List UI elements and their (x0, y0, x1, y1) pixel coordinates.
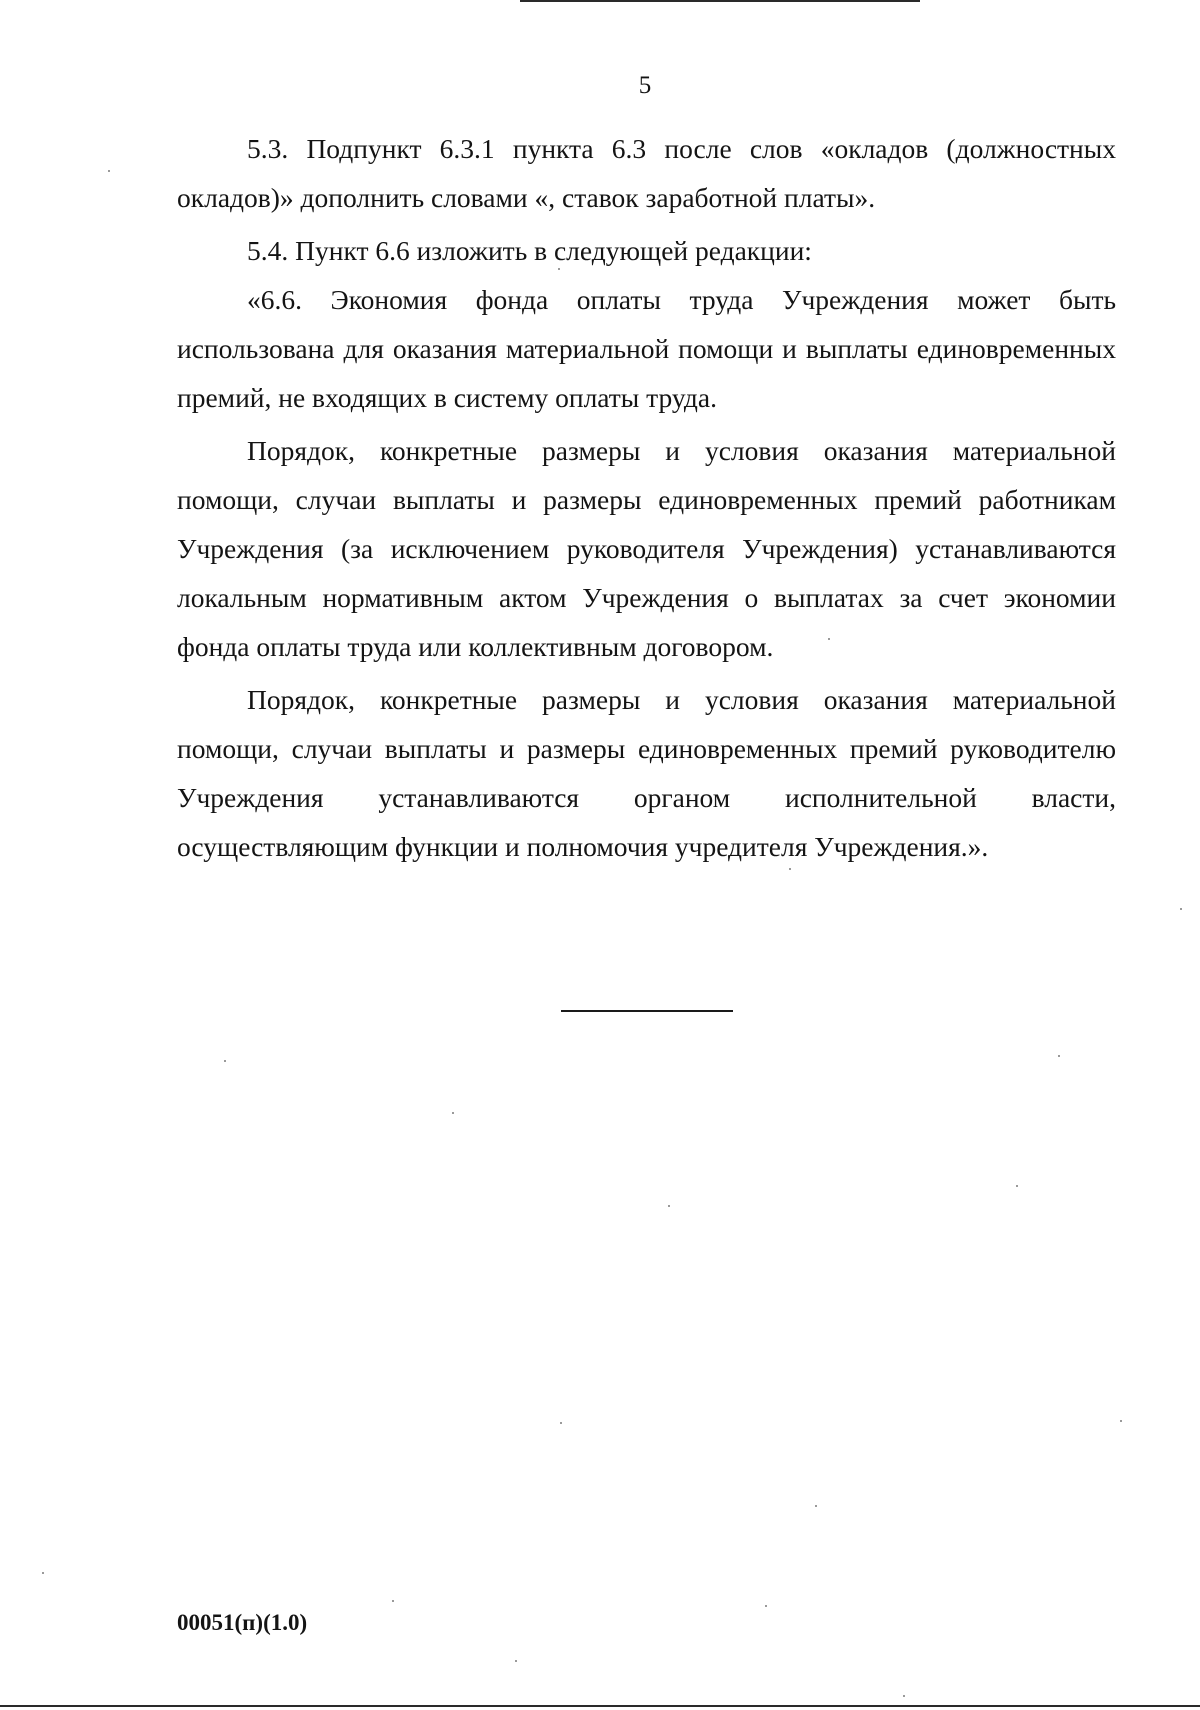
end-of-text-rule (561, 1010, 733, 1012)
scan-edge-bottom (0, 1705, 1200, 1707)
scan-speck (828, 638, 830, 640)
scan-speck (1120, 1420, 1122, 1422)
paragraph-order-head: Порядок, конкретные размеры и условия оказания материальной помощи, случаи выплаты и размеры единовременных премий руководителю Учреждения устанавливаются органом исполнительной власти, осуществляющим функции и полномочия учредителя Учреждения.». (177, 684, 1116, 862)
scan-speck (815, 1505, 817, 1507)
scan-speck (224, 1060, 226, 1062)
scan-edge-top (520, 0, 920, 2)
scan-speck (1016, 1185, 1018, 1187)
paragraph-6-6: «6.6. Экономия фонда оплаты труда Учреждения может быть использована для оказания материальной помощи и выплаты единовременных премий, не входящих в систему оплаты труда. (177, 284, 1116, 413)
scan-speck (108, 170, 110, 172)
scan-speck (452, 1112, 454, 1114)
scan-speck (515, 1660, 517, 1662)
scan-speck (668, 1205, 670, 1207)
scan-speck (903, 1695, 905, 1697)
scan-speck (42, 1572, 44, 1574)
document-body (177, 124, 1116, 871)
scan-speck (1180, 908, 1182, 910)
page-number: 5 (638, 72, 652, 99)
paragraph-5-3: 5.3. Подпункт 6.3.1 пункта 6.3 после слов «окладов (должностных окладов)» дополнить словами «, ставок заработной платы». (177, 133, 1116, 213)
scan-speck (558, 268, 560, 270)
scan-speck (765, 1605, 767, 1607)
scan-speck (789, 868, 791, 870)
scan-speck (1058, 1055, 1060, 1057)
scan-speck (560, 1422, 562, 1424)
document-code: 00051(п)(1.0) (177, 1610, 308, 1635)
scan-speck (392, 1600, 394, 1602)
paragraph-order-employees: Порядок, конкретные размеры и условия оказания материальной помощи, случаи выплаты и размеры единовременных премий работникам Учреждения (за исключением руководителя Учреждения) устанавливаются локальным нормативным актом Учреждения о выплатах за счет экономии фонда оплаты труда или коллективным договором. (177, 435, 1116, 662)
paragraph-5-4: 5.4. Пункт 6.6 изложить в следующей редакции: (247, 235, 812, 266)
